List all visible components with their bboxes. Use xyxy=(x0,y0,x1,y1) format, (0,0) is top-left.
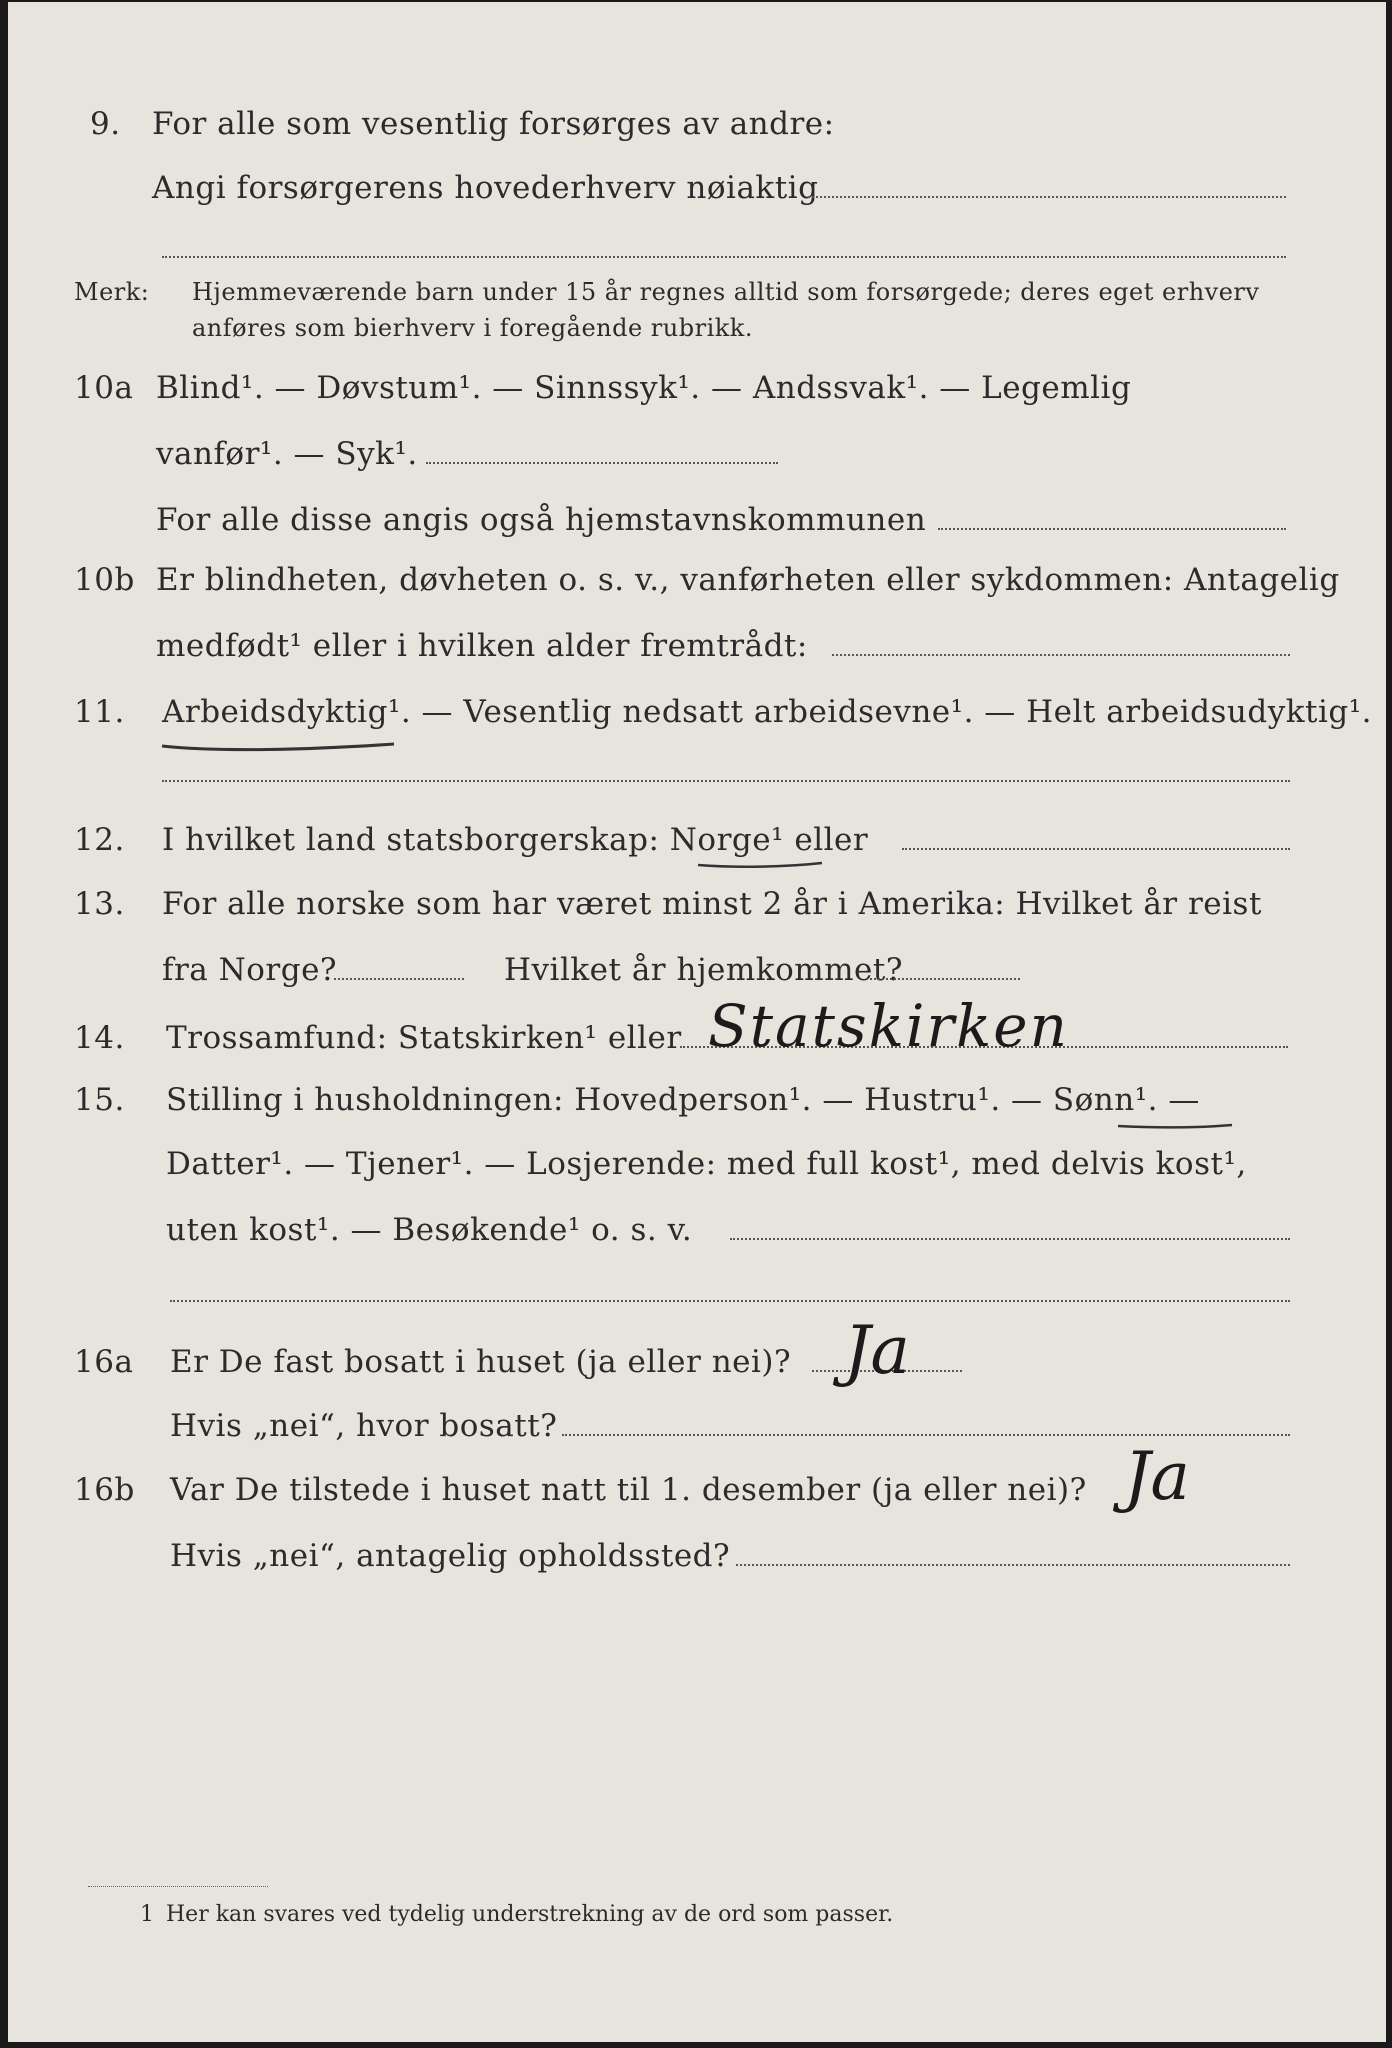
q11-text-line1: Arbeidsdyktig¹. — Vesentlig nedsatt arbeidsevne¹. — Helt arbeidsudyktig¹. xyxy=(162,694,1373,730)
q15-number: 15. xyxy=(74,1082,125,1118)
q16a-text-line1: Er De fast bosatt i huset (ja eller nei)? xyxy=(170,1344,792,1380)
q13-text-line2a: fra Norge? xyxy=(162,952,338,988)
q10a-answer-line xyxy=(426,462,778,464)
census-form-page xyxy=(8,2,1386,2042)
q16b-text-line1: Var De tilstede i huset natt til 1. desember (ja eller nei)? xyxy=(170,1472,1087,1508)
q11-underline-mark xyxy=(158,736,398,756)
q10b-answer-line xyxy=(832,654,1290,656)
q10b-text-line1: Er blindheten, døvheten o. s. v., vanførheten eller sykdommen: Antagelig xyxy=(156,562,1340,598)
q13-number: 13. xyxy=(74,886,125,922)
q13-reist-line xyxy=(334,978,464,980)
q16b-opholdssted-line xyxy=(736,1564,1290,1566)
q13-text-line2b: Hvilket år hjemkommet? xyxy=(504,952,903,988)
q10b-number: 10b xyxy=(74,562,135,598)
q10a-text-line1: Blind¹. — Døvstum¹. — Sinnssyk¹. — Andssvak¹. — Legemlig xyxy=(156,370,1132,406)
q9-answer-line2 xyxy=(162,256,1286,258)
q16b-number: 16b xyxy=(74,1472,135,1508)
q11-number: 11. xyxy=(74,694,125,730)
q9-number: 9. xyxy=(90,106,121,142)
q16a-handwritten-answer: Ja xyxy=(844,1312,910,1389)
q11-answer-line xyxy=(162,780,1290,782)
merk-text-line1: Hjemmeværende barn under 15 år regnes alltid som forsørgede; deres eget erhverv xyxy=(192,278,1260,306)
footnote-mark: 1 xyxy=(140,1902,154,1927)
q12-text-line1: I hvilket land statsborgerskap: Norge¹ eller xyxy=(162,822,869,858)
q15-answer-line2 xyxy=(170,1300,1290,1302)
q15-text-line3: uten kost¹. — Besøkende¹ o. s. v. xyxy=(166,1212,693,1248)
q14-text-line1: Trossamfund: Statskirken¹ eller xyxy=(166,1020,682,1056)
q16a-bosatt-line xyxy=(562,1434,1290,1436)
q15-underline-mark xyxy=(1116,1120,1236,1132)
q9-answer-line1 xyxy=(808,196,1286,198)
q16b-handwritten-answer: Ja xyxy=(1124,1438,1190,1515)
q12-underline-mark xyxy=(696,858,826,872)
footnote-rule xyxy=(88,1886,268,1887)
q16a-text-line2: Hvis „nei“, hvor bosatt? xyxy=(170,1408,558,1444)
q15-text-line1: Stilling i husholdningen: Hovedperson¹. — Hustru¹. — Sønn¹. — xyxy=(166,1082,1200,1118)
q10a-hjemstavn-line xyxy=(938,528,1286,530)
q10a-text-line3: For alle disse angis også hjemstavnskommunen xyxy=(156,502,927,538)
q10b-text-line2: medfødt¹ eller i hvilken alder fremtrådt: xyxy=(156,628,808,664)
q14-number: 14. xyxy=(74,1020,125,1056)
q9-text-line1: For alle som vesentlig forsørges av andre: xyxy=(152,106,835,142)
q16a-number: 16a xyxy=(74,1344,134,1380)
q15-text-line2: Datter¹. — Tjener¹. — Losjerende: med full kost¹, med delvis kost¹, xyxy=(166,1146,1247,1182)
q13-hjemkommet-line xyxy=(870,978,1020,980)
q9-text-line2: Angi forsørgerens hovederhverv nøiaktig xyxy=(152,170,819,206)
q10a-number: 10a xyxy=(74,370,134,406)
q16b-text-line2: Hvis „nei“, antagelig opholdssted? xyxy=(170,1538,731,1574)
q14-handwritten-answer: Statskirken xyxy=(708,992,1069,1060)
footnote-text: Her kan svares ved tydelig understrekning av de ord som passer. xyxy=(166,1902,894,1927)
q12-answer-line xyxy=(902,848,1290,850)
q15-answer-line1 xyxy=(730,1238,1290,1240)
merk-text-line2: anføres som bierhverv i foregående rubrikk. xyxy=(192,314,753,342)
merk-label: Merk: xyxy=(74,278,150,306)
q10a-text-line2: vanfør¹. — Syk¹. xyxy=(156,436,418,472)
q12-number: 12. xyxy=(74,822,125,858)
q13-text-line1: For alle norske som har været minst 2 år i Amerika: Hvilket år reist xyxy=(162,886,1262,922)
